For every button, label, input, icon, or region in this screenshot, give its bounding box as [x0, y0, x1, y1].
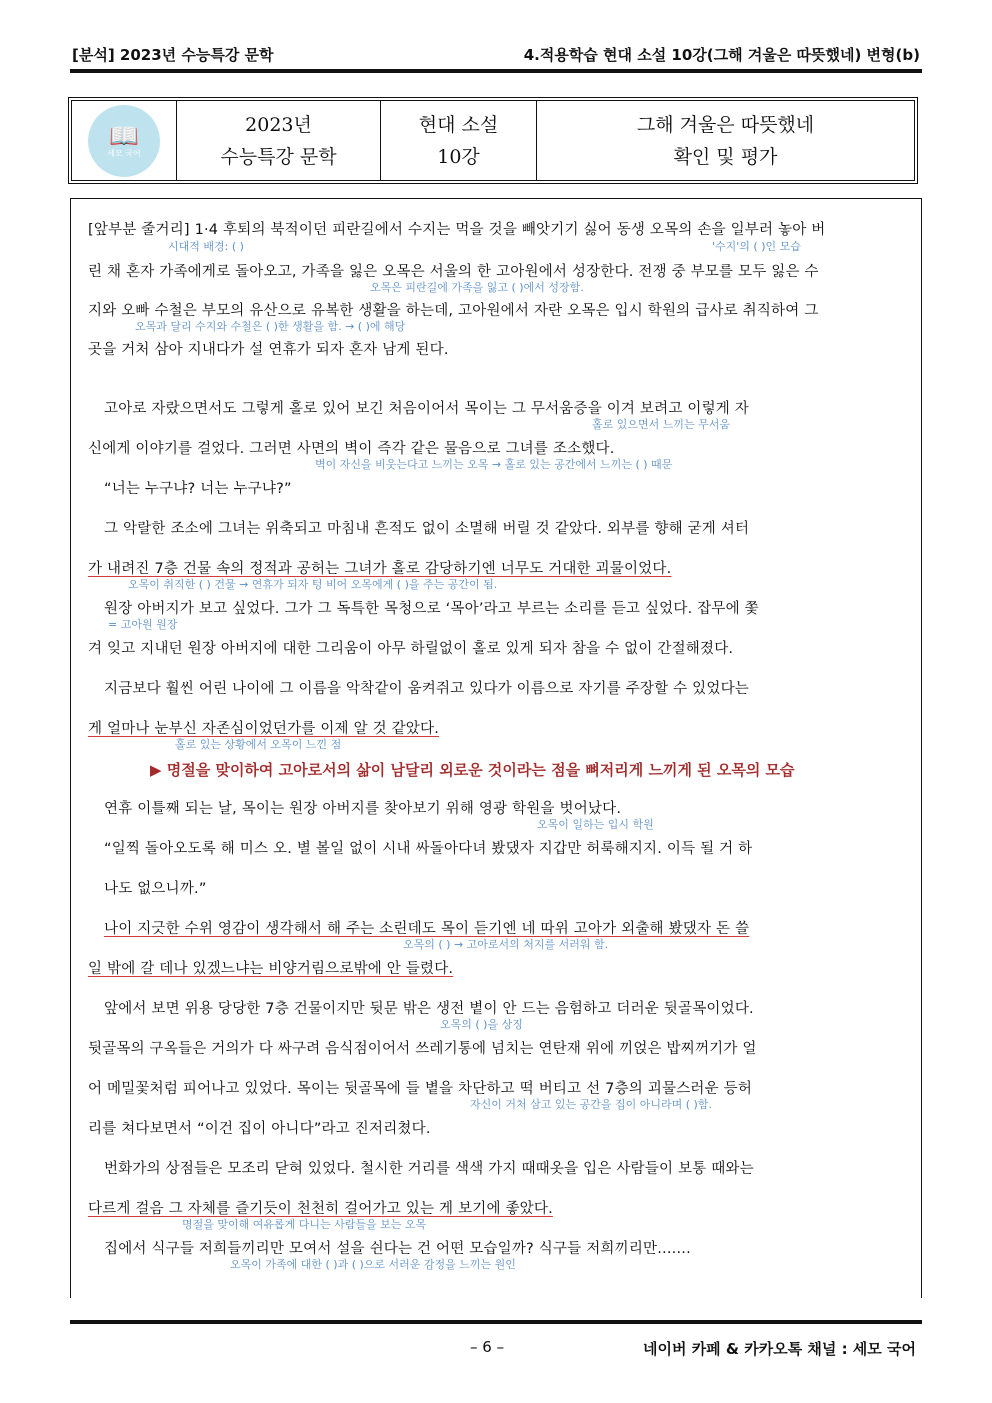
annotation-note: 홀로 있는 상황에서 오목이 느낀 점	[175, 738, 342, 751]
annotation-note: 오목의 ( ) → 고아로서의 처지를 서러워 함.	[403, 938, 609, 951]
passage-line: 집에서 식구들 저희들끼리만 모여서 설을 쉰다는 건 어떤 모습일까? 식구들 저희끼리만.......	[104, 1241, 691, 1257]
header-left-title: [분석] 2023년 수능특강 문학	[72, 46, 274, 64]
passage-line: 곳을 거처 삼아 지내다가 설 연휴가 되자 혼자 남게 된다.	[88, 342, 449, 358]
passage-line: 지와 오빠 수철은 부모의 유산으로 유복한 생활을 하는데, 고아원에서 자란 오목은 입시 학원의 급사로 취직하여 그	[88, 303, 819, 319]
passage-line: 번화가의 상점들은 모조리 닫혀 있었다. 철시한 거리를 색색 가지 때때옷을 입은 사람들이 보통 때와는	[104, 1161, 754, 1177]
passage-line: 앞에서 보면 위용 당당한 7층 건물이지만 뒷문 밖은 생전 볕이 안 드는 음험하고 더러운 뒷골목이었다.	[104, 1001, 754, 1017]
passage-line: 나도 없으니까.”	[104, 881, 207, 897]
annotation-note: 오목이 가족에 대한 ( )과 ( )으로 서러운 감정을 느끼는 원인	[230, 1258, 516, 1271]
annotation-note: 벽이 자신을 비웃는다고 느끼는 오목 → 홀로 있는 공간에서 느끼는 ( ) 때문	[315, 458, 673, 471]
title-table	[68, 97, 918, 184]
passage-line: 일 밖에 갈 데나 있겠느냐는 비양거림으로밖에 안 들렸다.	[88, 961, 454, 977]
summary-line: ▶ 명절을 맞이하여 고아로서의 삶이 남달리 외로운 것이라는 점을 뼈저리게 느끼게 된 오목의 모습	[150, 761, 795, 779]
annotation-note: 홀로 있으면서 느끼는 무서움	[592, 418, 731, 431]
footer-channel: 네이버 카페 & 카카오톡 채널 : 세모 국어	[643, 1340, 916, 1358]
annotation-note: '수지'의 ( )인 모습	[712, 240, 801, 253]
header-right-title: 4.적용학습 현대 소설 10강(그해 겨울은 따뜻했네) 변형(b)	[523, 46, 920, 64]
passage-line: 리를 쳐다보면서 “이건 집이 아니다”라고 진저리쳤다.	[88, 1121, 431, 1137]
annotation-note: 시대적 배경: ( )	[168, 240, 244, 253]
annotation-note: 자신이 거처 삼고 있는 공간을 집이 아니라며 ( )함.	[470, 1098, 712, 1111]
annotation-note: 오목은 피란길에 가족을 잃고 ( )에서 성장함.	[370, 281, 584, 294]
passage-line: “너는 누구냐? 너는 누구냐?”	[104, 481, 292, 497]
annotation-note: 오목이 일하는 입시 학원	[537, 818, 654, 831]
header-rule	[70, 69, 922, 73]
annotation-note: 명절을 맞이해 여유롭게 다니는 사람들을 보는 오목	[182, 1218, 427, 1231]
passage-line: 어 메밀꽃처럼 피어나고 있었다. 목이는 뒷골목에 들 볕을 차단하고 떡 버티고 선 7층의 괴물스러운 등허	[88, 1081, 753, 1097]
footer-rule	[70, 1320, 922, 1324]
title-cell-year: 2023년 수능특강 문학	[177, 101, 381, 180]
annotation-note: 오목과 달리 수지와 수철은 ( )한 생활을 함. → ( )에 해당	[135, 320, 406, 333]
passage-line: 다르게 걸음 그 자체를 즐기듯이 천천히 걸어가고 있는 게 보기에 좋았다.	[88, 1201, 553, 1217]
passage-line: 가 내려진 7층 건물 속의 정적과 공허는 그녀가 홀로 감당하기엔 너무도 거대한 괴물이었다.	[88, 561, 672, 577]
passage-line: 신에게 이야기를 걸었다. 그러면 사면의 벽이 즉각 같은 물음으로 그녀를 조소했다.	[88, 441, 615, 457]
passage-line: “일찍 돌아오도록 해 미스 오. 별 볼일 없이 시내 싸돌아다녀 봤댔자 지갑만 허룩해지지. 이득 될 거 하	[104, 841, 753, 857]
passage-line: 연휴 이틀째 되는 날, 목이는 원장 아버지를 찾아보기 위해 영광 학원을 벗어났다.	[104, 801, 622, 817]
title-cell-work: 그해 겨울은 따뜻했네 확인 및 평가	[636, 113, 815, 168]
passage-line: 나이 지긋한 수위 영감이 생각해서 해 주는 소린데도 목이 듣기엔 네 따위 고아가 외출해 봤댔자 돈 쓸	[104, 921, 750, 937]
passage-line: 게 얼마나 눈부신 자존심이었던가를 이제 알 것 같았다.	[88, 721, 440, 737]
logo-cell	[72, 101, 177, 180]
passage-line: [앞부분 줄거리] 1·4 후퇴의 북적이던 피란길에서 수지는 먹을 것을 빼앗기기 싫어 동생 오목의 손을 일부러 놓아 버	[88, 222, 826, 238]
annotation-note: 오목의 ( )을 상징	[440, 1018, 523, 1031]
book-logo-icon: 📖 세모 국어	[88, 105, 160, 177]
passage-line: 그 악랄한 조소에 그녀는 위축되고 마침내 흔적도 없이 소멸해 버릴 것 같았다. 외부를 향해 굳게 셔터	[104, 521, 750, 537]
page-number: – 6 –	[470, 1338, 505, 1356]
title-cell-genre: 현대 소설 10강	[381, 101, 537, 180]
passage-line: 린 채 혼자 가족에게로 돌아오고, 가족을 잃은 오목은 서울의 한 고아원에서 성장한다. 전쟁 중 부모를 모두 잃은 수	[88, 264, 819, 280]
passage-line: 지금보다 훨씬 어린 나이에 그 이름을 악착같이 움켜쥐고 있다가 이름으로 자기를 주장할 수 있었다는	[104, 681, 750, 697]
passage-line: 겨 잊고 지내던 원장 아버지에 대한 그리움이 아무 하릴없이 홀로 있게 되자 참을 수 없이 간절해졌다.	[88, 641, 734, 657]
passage-line: 고아로 자랐으면서도 그렇게 홀로 있어 보긴 처음이어서 목이는 그 무서움증을 이겨 보려고 이렇게 자	[104, 401, 750, 417]
passage-line: 뒷골목의 구옥들은 거의가 다 싸구려 음식점이어서 쓰레기통에 넘치는 연탄재 위에 끼얹은 밥찌꺼기가 얼	[88, 1041, 757, 1057]
passage-line: 원장 아버지가 보고 싶었다. 그가 그 독특한 목청으로 ‘목아’라고 부르는 소리를 듣고 싶었다. 잡무에 쫓	[104, 601, 759, 617]
annotation-note: 오목이 취직한 ( ) 건물 → 연휴가 되자 텅 비어 오목에게 ( )을 주는 공간이 됨.	[128, 578, 498, 591]
annotation-note: = 고아원 원장	[108, 618, 178, 631]
